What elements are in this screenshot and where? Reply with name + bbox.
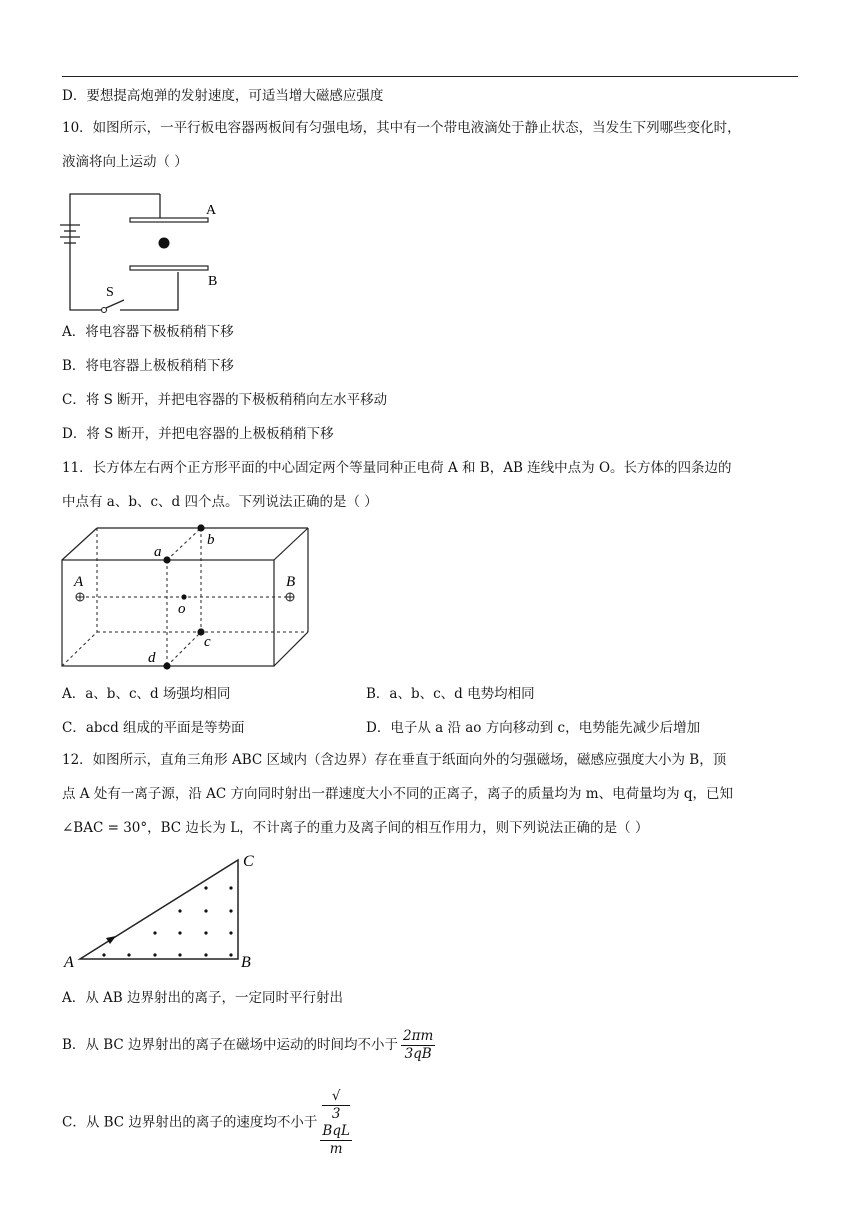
q11-option-d: D．电子从 a 沿 ao 方向移动到 c，电势能先减少后增加 <box>366 720 701 736</box>
field-dot <box>204 931 207 934</box>
field-dot <box>229 886 232 889</box>
field-dot <box>153 953 156 956</box>
field-dot <box>102 953 105 956</box>
q10-option-b: B．将电容器上极板稍稍下移 <box>62 358 234 374</box>
q10-option-d: D．将 S 断开，并把电容器的上极板稍稍下移 <box>62 426 334 442</box>
field-dot <box>229 909 232 912</box>
field-dot <box>178 931 181 934</box>
label-c: c <box>204 634 211 650</box>
q12-option-b-row <box>62 1026 435 1064</box>
q12-stem-line-3: ∠BAC = 30°，BC 边长为 L，不计离子的重力及离子间的相互作用力，则下列说法正确的是（ ） <box>62 820 649 836</box>
q12-option-b: B．从 BC 边界射出的离子在磁场中运动的时间均不小于 <box>62 1037 399 1053</box>
label-b: b <box>207 532 215 548</box>
field-dot <box>178 953 181 956</box>
label-B: B <box>286 574 296 590</box>
q12-stem-line-1: 12．如图所示，直角三角形 ABC 区域内（含边界）存在垂直于纸面向外的匀强磁场，磁感应强度大小为 B，顶 <box>62 752 727 768</box>
q12-stem-line-2: 点 A 处有一离子源，沿 AC 方向同时射出一群速度大小不同的正离子，离子的质量均为 m、电荷量均为 q，已知 <box>62 786 734 802</box>
plate-b-label: B <box>208 274 218 289</box>
fraction-numerator: 2πm <box>403 1028 434 1044</box>
q11-option-a: A．a、b、c、d 场强均相同 <box>62 686 231 702</box>
q10-option-a: A．将电容器下极板稍稍下移 <box>62 324 234 340</box>
field-dot <box>229 931 232 934</box>
vertex-a-label: A <box>64 954 74 971</box>
field-dot <box>204 953 207 956</box>
q12-option-c-fraction <box>320 1088 352 1158</box>
label-A: A <box>74 574 84 590</box>
fraction-denominator: m <box>329 1141 343 1157</box>
q10-stem-line-2: 液滴将向上运动（ ） <box>62 154 188 170</box>
q11-option-c: C．abcd 组成的平面是等势面 <box>62 720 245 736</box>
q10-option-c: C．将 S 断开，并把电容器的下极板稍稍向左水平移动 <box>62 392 388 408</box>
q12-option-c: C．从 BC 边界射出的离子的速度均不小于 <box>62 1114 318 1131</box>
q12-option-b-fraction <box>401 1028 435 1063</box>
q11-option-b: B．a、b、c、d 电势均相同 <box>366 686 535 702</box>
plate-a-label: A <box>206 203 217 218</box>
fraction-numerator: √ 3 BqL <box>322 1088 350 1139</box>
fraction-denominator: 3qB <box>404 1046 432 1062</box>
label-o: o <box>178 601 186 617</box>
label-d: d <box>148 650 156 666</box>
field-dot <box>153 931 156 934</box>
q9-option-d: D．要想提高炮弹的发射速度，可适当增大磁感应强度 <box>62 88 384 104</box>
field-dot <box>229 953 232 956</box>
q10-stem-line-1: 10．如图所示，一平行板电容器两板间有匀强电场，其中有一个带电液滴处于静止状态，当发生下列哪些变化时， <box>62 120 741 136</box>
q11-stem-line-2: 中点有 a、b、c、d 四个点。下列说法正确的是（ ） <box>62 494 378 510</box>
switch-s-label: S <box>106 285 114 300</box>
label-a: a <box>154 544 162 560</box>
q12-option-a: A．从 AB 边界射出的离子，一定同时平行射出 <box>62 990 344 1006</box>
vertex-c-label: C <box>243 853 254 870</box>
field-dot <box>204 886 207 889</box>
field-dot <box>127 953 130 956</box>
vertex-b-label: B <box>241 954 251 971</box>
q11-stem-line-1: 11．长方体左右两个正方形平面的中心固定两个等量同种正电荷 A 和 B，AB 连线中点为 O。长方体的四条边的 <box>62 460 732 476</box>
field-dot <box>204 909 207 912</box>
q12-option-c-row <box>62 1088 352 1158</box>
field-dot <box>178 909 181 912</box>
